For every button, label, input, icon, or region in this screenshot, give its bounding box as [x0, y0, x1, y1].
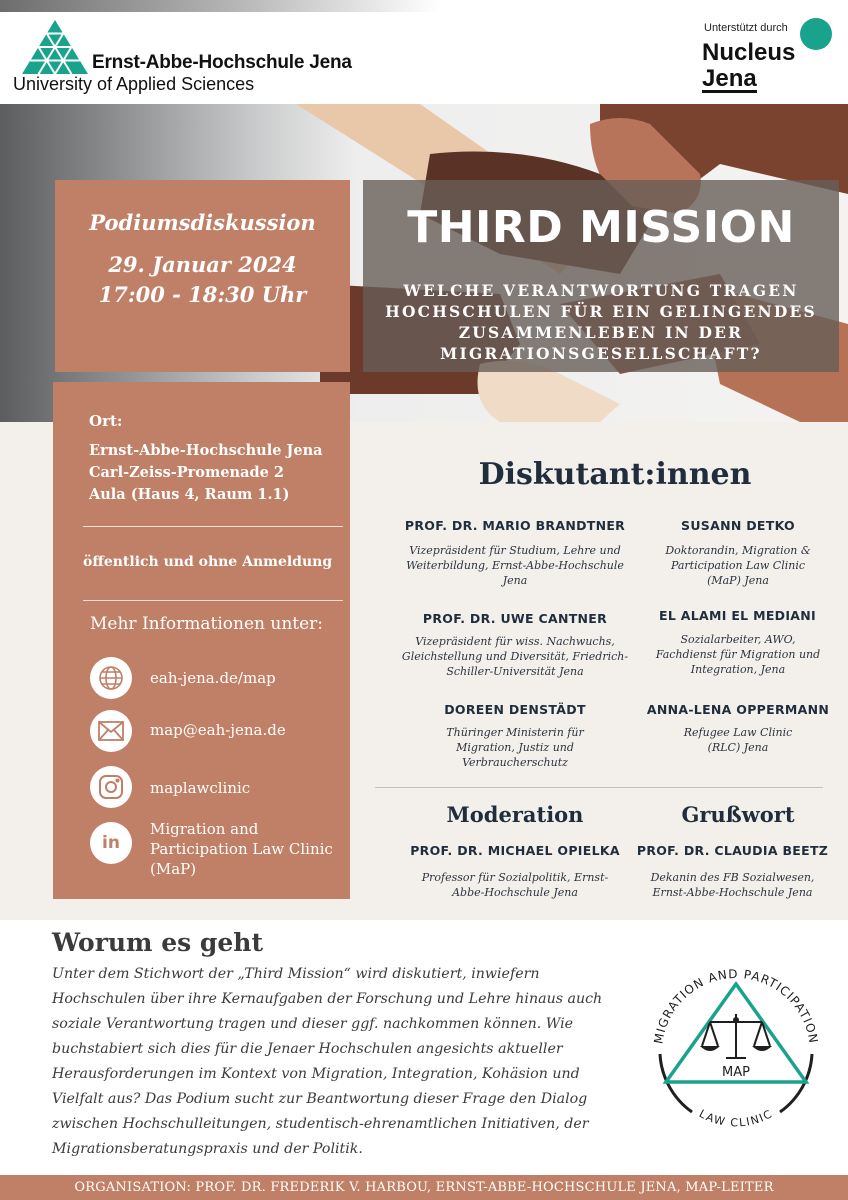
address-line-2: Carl-Zeiss-Promenade 2 — [89, 464, 284, 481]
address-line-3: Aula (Haus 4, Raum 1.1) — [89, 486, 290, 503]
mail-icon — [90, 710, 132, 752]
event-time: 17:00 - 18:30 Uhr — [98, 282, 307, 307]
event-subtitle: WELCHE VERANTWORTUNG TRAGEN HOCHSCHULEN FÜR EIN GELINGENDES ZUSAMMENLEBEN IN DER MIGRATIONSGESELLSCHAFT? — [385, 281, 817, 363]
instagram-link[interactable]: maplawclinic — [150, 779, 251, 797]
moderation-heading: Moderation — [446, 802, 584, 827]
panelist-name: ANNA-LENA OPPERMANN — [646, 702, 830, 717]
moderator-role: Professor für Sozialpolitik, Ernst-Abbe-Hochschule Jena — [421, 871, 609, 899]
greeting-speaker-name: PROF. DR. CLAUDIA BEETZ — [636, 843, 829, 858]
location-label: Ort: — [89, 412, 123, 430]
logo-arc-top: MIGRATION AND PARTICIPATION — [651, 966, 821, 1045]
access-note: öffentlich und ohne Anmeldung — [83, 554, 333, 570]
panelist-name: DOREEN DENSTÄDT — [444, 702, 586, 717]
greeting-speaker-role: Dekanin des FB Sozialwesen, Ernst-Abbe-Hochschule Jena — [650, 871, 815, 899]
website-link[interactable]: eah-jena.de/map — [150, 669, 276, 687]
more-info-label: Mehr Informationen unter: — [90, 614, 324, 634]
footer: ORGANISATION: PROF. DR. FREDERIK V. HARBOU, ERNST-ABBE-HOCHSCHULE JENA, MAP-LEITER — [0, 1175, 848, 1200]
sponsor-name-line1: Nucleus — [702, 39, 796, 66]
panelist-role: Thüringer Ministerin für Migration, Justiz und Verbraucherschutz — [446, 726, 584, 769]
nucleus-dot-icon — [800, 18, 832, 50]
eah-triangle-logo-icon — [22, 20, 88, 74]
greeting-heading: Grußwort — [681, 802, 795, 827]
header-gradient-strip — [0, 0, 440, 12]
event-date-box — [55, 180, 350, 372]
panelist-role: Sozialarbeiter, AWO, Fachdienst für Migration und Integration, Jena — [655, 633, 821, 676]
event-title-box — [363, 180, 839, 372]
event-date: 29. Januar 2024 — [108, 252, 297, 277]
panel-heading: Diskutant:innen — [478, 457, 752, 492]
svg-text:LAW CLINIC — [697, 1107, 775, 1129]
header — [0, 0, 848, 104]
panelist-name: PROF. DR. UWE CANTNER — [422, 611, 608, 626]
panel-divider — [375, 787, 823, 788]
sponsor-label: Unterstützt durch — [704, 22, 788, 34]
instagram-icon — [90, 766, 132, 808]
panelist-name: SUSANN DETKO — [681, 518, 795, 533]
panelist-role: Vizepräsident für wiss. Nachwuchs, Gleichstellung und Diversität, Friedrich-Schiller-Universität Jena — [401, 635, 629, 678]
address-line-1: Ernst-Abbe-Hochschule Jena — [89, 442, 323, 459]
info-divider — [83, 600, 343, 601]
logo-arc-bottom: LAW CLINIC — [696, 1107, 776, 1130]
linkedin-icon: in — [90, 822, 132, 864]
map-law-clinic-logo-icon — [640, 942, 830, 1142]
panelist-name: PROF. DR. MARIO BRANDTNER — [404, 518, 626, 533]
event-type: Podiumsdiskussion — [89, 210, 316, 235]
about-text: Unter dem Stichwort der „Third Mission“ wird diskutiert, inwiefern Hochschulen über ihre Kernaufgaben der Forschung und Lehre hinaus auch soziale Verantwortung tragen und dieser ggf. nachkommen können. Wie buchstabiert sich dies für die Jenaer Hochschulen angesichts aktueller Herausforderungen im Kontext von Migration, Integration, Kohäsion und Vielfalt aus? Das Podium sucht zur Beantwortung dieser Frage den Dialog zwischen Hochschulleitungen, studentisch-ehrenamtlichen Initiativen, der Migrationsberatungspraxis und der Politik. — [52, 966, 603, 1157]
institution-name: Ernst-Abbe-Hochschule Jena — [92, 52, 352, 73]
panelist-role: Doktorandin, Migration & Participation Law Clinic (MaP) Jena — [665, 544, 811, 587]
panelist-role: Refugee Law Clinic (RLC) Jena — [683, 726, 793, 754]
linkedin-link[interactable]: Migration and Participation Law Clinic (MaP) — [150, 820, 333, 878]
sponsor-name-line2: Jena — [702, 65, 757, 92]
moderator-name: PROF. DR. MICHAEL OPIELKA — [410, 843, 620, 858]
logo-abbreviation: MAP — [722, 1065, 750, 1080]
institution-subtitle: University of Applied Sciences — [13, 74, 255, 94]
globe-icon — [90, 657, 132, 699]
event-info-box — [53, 382, 350, 899]
panelist-name: EL ALAMI EL MEDIANI — [659, 608, 816, 623]
info-divider — [83, 526, 343, 527]
sponsor-logo — [702, 40, 795, 93]
email-link[interactable]: map@eah-jena.de — [150, 721, 286, 739]
panelist-role: Vizepräsident für Studium, Lehre und Weiterbildung, Ernst-Abbe-Hochschule Jena — [406, 544, 624, 587]
event-title: THIRD MISSION — [407, 202, 795, 253]
about-heading: Worum es geht — [52, 928, 264, 957]
